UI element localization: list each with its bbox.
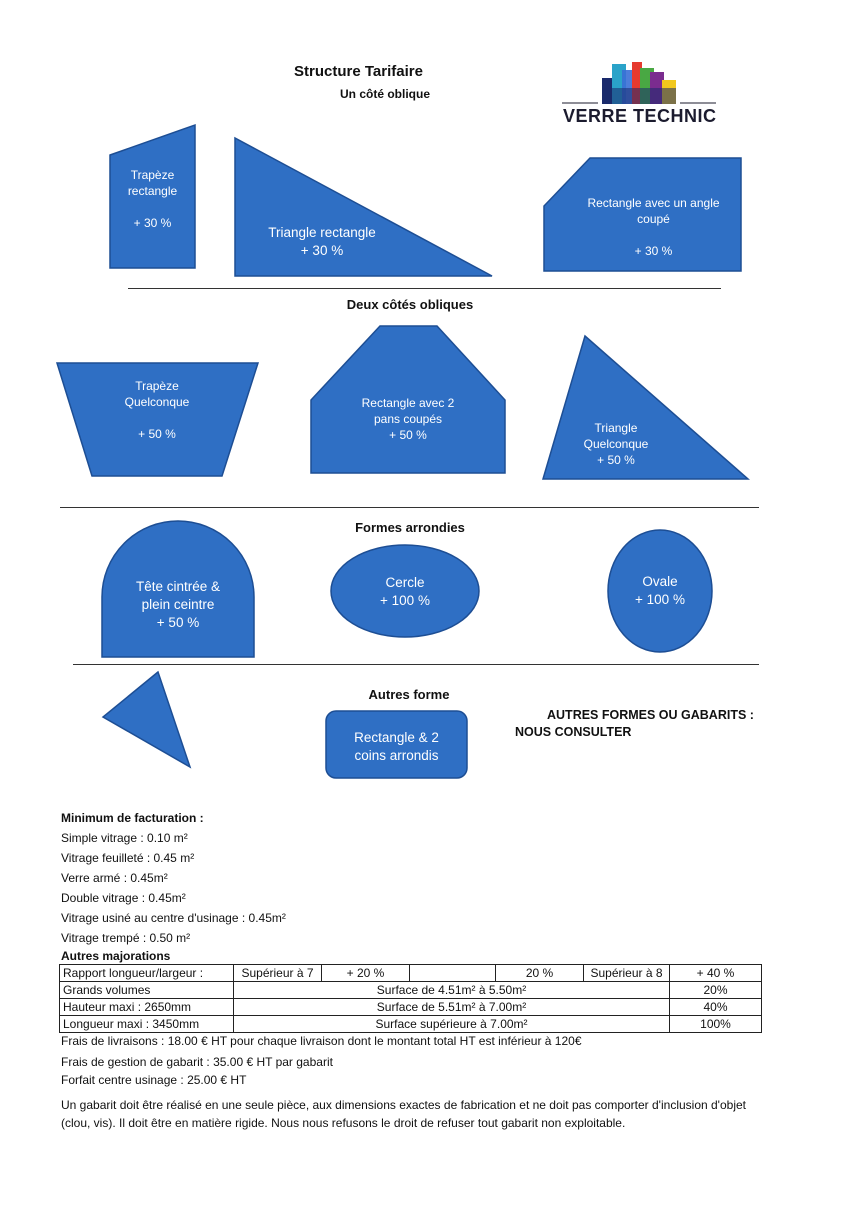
page-title: Structure Tarifaire bbox=[294, 63, 423, 80]
table-cell: Supérieur à 7 bbox=[234, 965, 322, 982]
ovale-label: Ovale + 100 % bbox=[635, 574, 685, 607]
section-title-other: Autres forme bbox=[368, 687, 450, 702]
fee-line: Forfait centre usinage : 25.00 € HT bbox=[61, 1073, 247, 1087]
table-cell: 100% bbox=[670, 1016, 762, 1033]
table-cell bbox=[410, 965, 496, 982]
table-cell: Surface de 4.51m² à 5.50m² bbox=[234, 982, 670, 999]
table-row bbox=[60, 1016, 762, 1033]
tete-cintree-label: Tête cintrée & plein ceintre + 50 % bbox=[135, 579, 221, 630]
majorations-table bbox=[59, 964, 762, 1033]
table-cell: Supérieur à 8 bbox=[584, 965, 670, 982]
rectangle-2-pans-coupes-label: Rectangle avec 2 pans coupés + 50 % bbox=[361, 396, 455, 442]
rectangle-angle-coupe-label: Rectangle avec un angle coupé + 30 % bbox=[587, 196, 720, 258]
autre-triangle-shape bbox=[103, 672, 190, 767]
table-cell: Surface de 5.51m² à 7.00m² bbox=[234, 999, 670, 1016]
divider-1 bbox=[128, 288, 721, 289]
minimum-line: Vitrage usiné au centre d'usinage : 0.45m² bbox=[61, 911, 286, 925]
rectangle-coins-arrondis-label: Rectangle & 2 coins arrondis bbox=[354, 730, 439, 763]
table-cell: Hauteur maxi : 2650mm bbox=[60, 999, 234, 1016]
table-cell: Surface supérieure à 7.00m² bbox=[234, 1016, 670, 1033]
trapeze-rectangle-label: Trapèze rectangle + 30 % bbox=[127, 168, 178, 230]
majorations-title: Autres majorations bbox=[61, 949, 171, 963]
logo-name: VERRE TECHNIC bbox=[563, 106, 717, 126]
minimum-line: Vitrage trempé : 0.50 m² bbox=[61, 931, 191, 945]
section-title-rounded: Formes arrondies bbox=[355, 520, 465, 535]
table-row bbox=[60, 999, 762, 1016]
gabarit-note: Un gabarit doit être réalisé en une seule pièce, aux dimensions exactes de fabrication et ne doit pas comporter d'inclusion d'objet (clou, vis). Il doit être en matière rigide. Nous nous refusons le droit de refuser tout gabarit non exploitable. bbox=[61, 1098, 746, 1130]
fee-line: Frais de livraisons : 18.00 € HT pour chaque livraison dont le montant total HT est inférieur à 120€ bbox=[61, 1034, 582, 1048]
table-cell: Longueur maxi : 3450mm bbox=[60, 1016, 234, 1033]
consult-line-2: NOUS CONSULTER bbox=[515, 725, 632, 739]
divider-3 bbox=[73, 664, 759, 665]
triangle-rectangle-label: Triangle rectangle + 30 % bbox=[268, 225, 376, 258]
table-cell: + 20 % bbox=[322, 965, 410, 982]
cercle-label: Cercle + 100 % bbox=[380, 575, 430, 608]
minimum-line: Simple vitrage : 0.10 m² bbox=[61, 831, 188, 845]
page-subtitle: Un côté oblique bbox=[340, 87, 430, 101]
minimum-line: Vitrage feuilleté : 0.45 m² bbox=[61, 851, 195, 865]
minimum-line: Verre armé : 0.45m² bbox=[61, 871, 168, 885]
table-cell: Rapport longueur/largeur : bbox=[60, 965, 234, 982]
table-row bbox=[60, 982, 762, 999]
table-cell: 40% bbox=[670, 999, 762, 1016]
minimum-title: Minimum de facturation : bbox=[61, 811, 204, 825]
triangle-quelconque-label: Triangle Quelconque + 50 % bbox=[583, 421, 649, 467]
table-cell: Grands volumes bbox=[60, 982, 234, 999]
table-cell: 20 % bbox=[496, 965, 584, 982]
fee-line: Frais de gestion de gabarit : 35.00 € HT par gabarit bbox=[61, 1055, 333, 1069]
consult-line-1: AUTRES FORMES OU GABARITS : bbox=[547, 708, 754, 722]
table-cell: 20% bbox=[670, 982, 762, 999]
section-title-two-oblique: Deux côtés obliques bbox=[346, 297, 474, 312]
table-row bbox=[60, 965, 762, 982]
divider-2 bbox=[60, 507, 759, 508]
table-cell: + 40 % bbox=[670, 965, 762, 982]
minimum-line: Double vitrage : 0.45m² bbox=[61, 891, 186, 905]
trapeze-quelconque-label: Trapèze Quelconque + 50 % bbox=[124, 379, 190, 441]
